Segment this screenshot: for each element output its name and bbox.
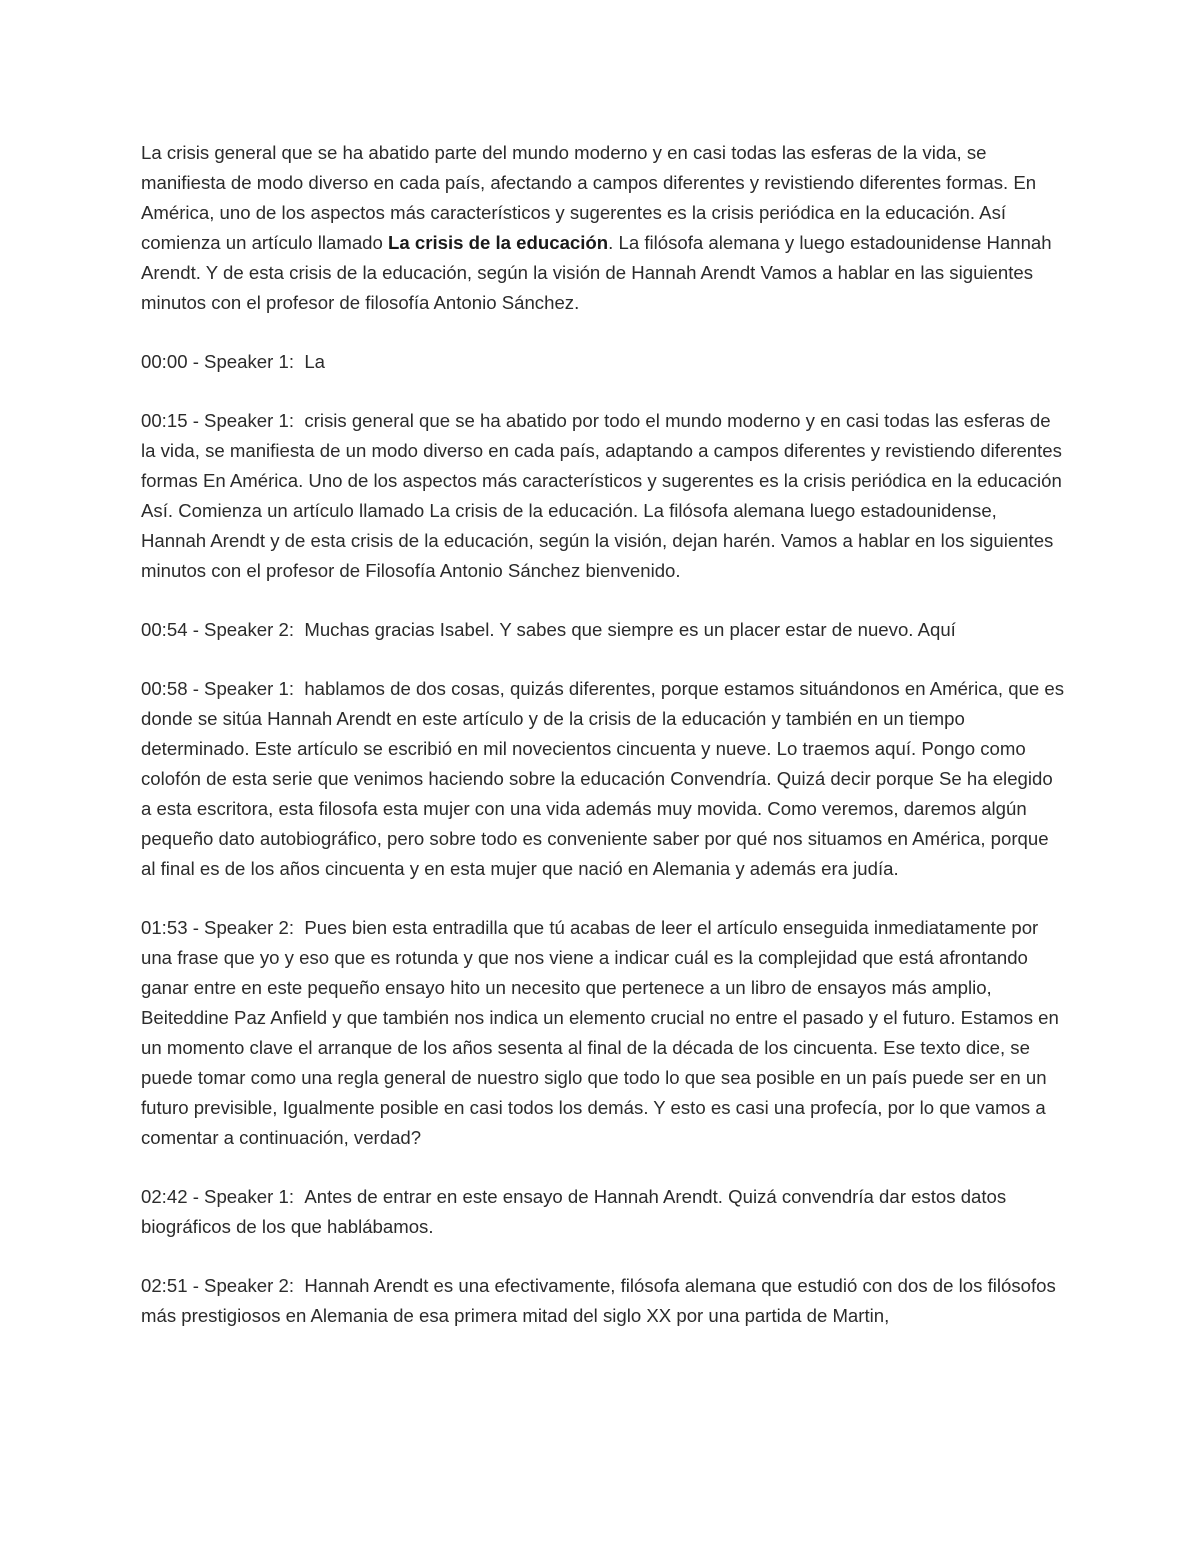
segment-text: Antes de entrar en este ensayo de Hannah Arendt. Quizá convendría dar estos datos biográficos de los que hablábamos.: [141, 1186, 1007, 1237]
segment-text: hablamos de dos cosas, quizás diferentes, porque estamos situándonos en América, que es donde se sitúa Hannah Arendt en este artículo y de la crisis de la educación y también en un tiempo determinado. Este artículo se escribió en mil novecientos cincuenta y nueve. Lo traemos aquí. Pongo como colofón de esta serie que venimos haciendo sobre la educación Convendría. Quizá decir porque Se ha elegido a esta escritora, esta filosofa esta mujer con una vida además muy movida. Como veremos, daremos algún pequeño dato autobiográfico, pero sobre todo es conveniente saber por qué nos situamos en América, porque al final es de los años cincuenta y en esta mujer que nació en Alemania y además era judía.: [141, 678, 1065, 879]
transcript-segment: [141, 913, 1066, 1153]
transcript-segment: [141, 406, 1066, 586]
article-title: La crisis de la educación: [388, 232, 609, 253]
transcript-segment: [141, 347, 1066, 377]
segment-text: La: [304, 351, 326, 372]
segment-label: 00:15 - Speaker 1:: [141, 410, 294, 431]
transcript-segment: [141, 674, 1066, 884]
segment-label: 00:58 - Speaker 1:: [141, 678, 294, 699]
segment-text: Pues bien esta entradilla que tú acabas de leer el artículo enseguida inmediatamente por una frase que yo y eso que es rotunda y que nos viene a indicar cuál es la complejidad que está afrontando ganar entre en este pequeño ensayo hito un necesito que pertenece a un libro de ensayos más amplio, Beiteddine Paz Anfield y que también nos indica un elemento crucial no entre el pasado y el futuro. Estamos en un momento clave el arranque de los años sesenta al final de la década de los cincuenta. Ese texto dice, se puede tomar como una regla general de nuestro siglo que todo lo que sea posible en un país puede ser en un futuro previsible, Igualmente posible en casi todos los demás. Y esto es casi una profecía, por lo que vamos a comentar a continuación, verdad?: [141, 917, 1059, 1148]
segment-label: 00:54 - Speaker 2:: [141, 619, 294, 640]
intro-text: La crisis general que se ha abatido parte del mundo moderno y en casi todas las esferas de la vida, se manifiesta de modo diverso en cada país, afectando a campos diferentes y revistiendo diferentes formas. En América, uno de los aspectos más característicos y sugerentes es la crisis periódica en la educación. Así comienza un artículo llamado: [141, 142, 1037, 253]
segment-label: 02:42 - Speaker 1:: [141, 1186, 294, 1207]
transcript-segment: [141, 615, 1066, 645]
segment-text: Hannah Arendt es una efectivamente, filósofa alemana que estudió con dos de los filósofos más prestigiosos en Alemania de esa primera mitad del siglo XX por una partida de Martin,: [141, 1275, 1056, 1326]
segment-text: crisis general que se ha abatido por todo el mundo moderno y en casi todas las esferas de la vida, se manifiesta de un modo diverso en cada país, adaptando a campos diferentes y revistiendo diferentes formas En América. Uno de los aspectos más característicos y sugerentes es la crisis periódica en la educación Así. Comienza un artículo llamado La crisis de la educación. La filósofa alemana luego estadounidense, Hannah Arendt y de esta crisis de la educación, según la visión, dejan harén. Vamos a hablar en los siguientes minutos con el profesor de Filosofía Antonio Sánchez bienvenido.: [141, 410, 1062, 581]
segment-label: 02:51 - Speaker 2:: [141, 1275, 294, 1296]
segment-text: Muchas gracias Isabel. Y sabes que siempre es un placer estar de nuevo. Aquí: [304, 619, 956, 640]
intro-text-continued: . La filósofa alemana y luego estadounidense Hannah Arendt. Y de esta crisis de la educación, según la visión de Hannah Arendt Vamos a hablar en las siguientes minutos con el profesor de filosofía Antonio Sánchez.: [141, 232, 1052, 313]
transcript-segment: [141, 1271, 1066, 1331]
intro-paragraph: [141, 138, 1066, 318]
document-page: [141, 138, 1066, 1360]
transcript-segment: [141, 1182, 1066, 1242]
segment-label: 00:00 - Speaker 1:: [141, 351, 294, 372]
segment-label: 01:53 - Speaker 2:: [141, 917, 294, 938]
